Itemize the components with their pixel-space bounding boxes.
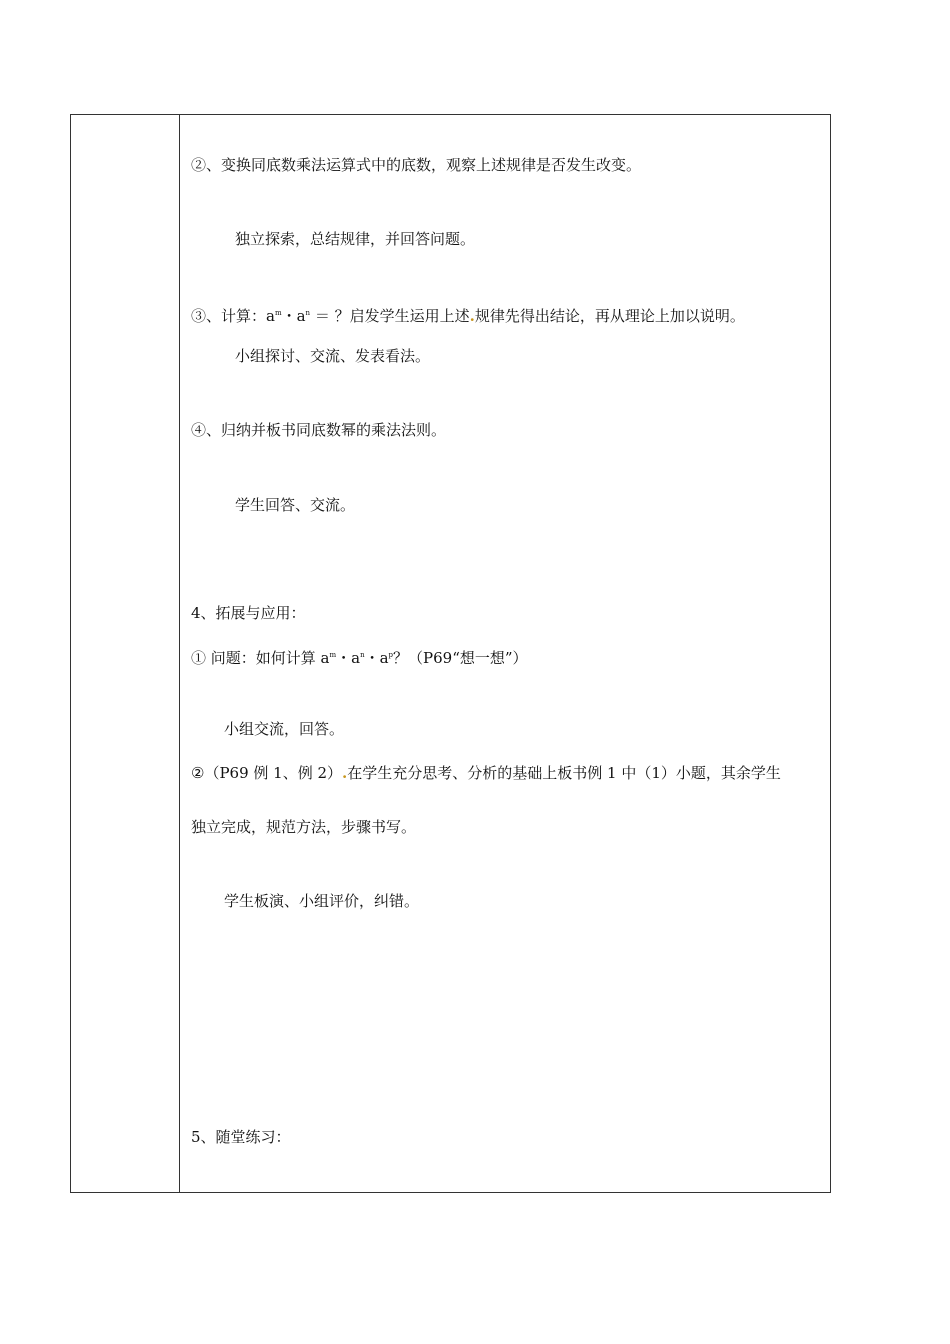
text-line-5: ④、归纳并板书同底数幂的乘法法则。 bbox=[191, 421, 447, 439]
text-line-3-prefix: ③、计算：a bbox=[191, 307, 275, 325]
exponent-m: m bbox=[329, 651, 337, 659]
text-line-11: 独立完成，规范方法，步骤书写。 bbox=[191, 818, 417, 836]
mark-dot: . bbox=[342, 764, 348, 782]
text-line-8-suffix: ？（P69“想一想”） bbox=[393, 649, 528, 667]
exponent-n: n bbox=[305, 309, 311, 317]
text-line-6: 学生回答、交流。 bbox=[235, 496, 356, 514]
text-line-3-suffix-b: 规律先得出结论，再从理论上加以说明。 bbox=[474, 307, 745, 325]
text-line-10b: 在学生充分思考、分析的基础上板书例 1 中（1）小题，其余学生 bbox=[347, 764, 781, 782]
left-column-cell bbox=[71, 115, 180, 1192]
text-line-8-prefix: ① 问题：如何计算 a bbox=[191, 649, 330, 667]
text-line-13: 5、随堂练习： bbox=[191, 1128, 291, 1146]
text-line-3-mid: ・a bbox=[281, 307, 306, 325]
text-line-3 bbox=[191, 303, 745, 326]
text-line-1: ②、变换同底数乘法运算式中的底数，观察上述规律是否发生改变。 bbox=[191, 156, 642, 174]
text-line-8-mid2: ・a bbox=[364, 649, 389, 667]
mark-dot: . bbox=[469, 307, 475, 325]
text-line-9: 小组交流，回答。 bbox=[224, 720, 345, 738]
exponent-p: p bbox=[388, 651, 394, 659]
exponent-m: m bbox=[274, 309, 282, 317]
right-column-cell bbox=[180, 115, 830, 1192]
text-line-12: 学生板演、小组评价，纠错。 bbox=[224, 892, 420, 910]
text-line-10 bbox=[191, 763, 781, 783]
text-line-8 bbox=[191, 645, 528, 668]
text-line-7: 4、拓展与应用： bbox=[191, 604, 306, 622]
text-line-10a: ②（P69 例 1、例 2） bbox=[191, 764, 343, 782]
text-line-2: 独立探索，总结规律，并回答问题。 bbox=[235, 230, 476, 248]
lesson-table bbox=[70, 114, 831, 1193]
text-line-8-mid1: ・a bbox=[336, 649, 361, 667]
text-line-3-suffix-a: ＝ ？启发学生运用上述 bbox=[310, 307, 470, 325]
exponent-n: n bbox=[360, 651, 365, 659]
text-line-4: 小组探讨、交流、发表看法。 bbox=[235, 347, 431, 365]
